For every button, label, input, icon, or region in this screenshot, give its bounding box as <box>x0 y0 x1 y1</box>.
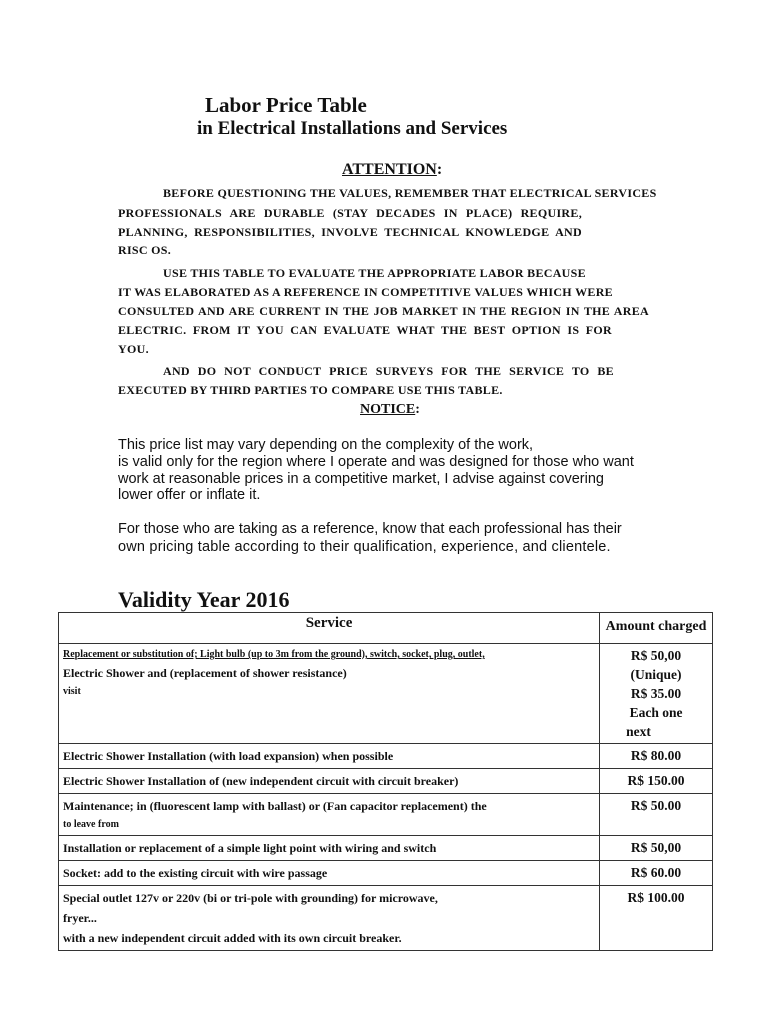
attention-item-3-line-2: EXECUTED BY THIRD PARTIES TO COMPARE USE THIS TABLE. <box>118 383 503 397</box>
table-row <box>59 861 713 886</box>
amount-cell: R$ 150.00 <box>600 769 713 794</box>
notice-paragraph-1-line-4: lower offer or inflate it. <box>118 487 261 503</box>
amount-text: R$ 35.00 <box>630 686 682 701</box>
service-text: visit <box>63 686 81 697</box>
amount-text: Each one <box>629 705 683 720</box>
table-row <box>59 644 713 744</box>
attention-item-2-line-5: YOU. <box>118 342 149 356</box>
service-cell: Electric Shower Installation of (new independent circuit with circuit breaker) <box>59 769 600 794</box>
amount-text: R$ 50,00 <box>630 648 682 663</box>
attention-item-2-line-2: IT WAS ELABORATED AS A REFERENCE IN COMPETITIVE VALUES WHICH WERE <box>118 285 613 299</box>
amount-cell: R$ 50.00 <box>600 794 713 836</box>
table-header-row <box>59 613 713 644</box>
attention-item-1-line-1: BEFORE QUESTIONING THE VALUES, REMEMBER THAT ELECTRICAL SERVICES <box>163 186 657 200</box>
notice-paragraph-2-line-1: For those who are taking as a reference, know that each professional has their <box>118 521 622 537</box>
table-row <box>59 836 713 861</box>
notice-paragraph-1-line-1: This price list may vary depending on the complexity of the work, <box>118 437 534 453</box>
attention-item-2-line-3: CONSULTED AND ARE CURRENT IN THE JOB MARKET IN THE REGION IN THE AREA <box>118 304 649 318</box>
amount-cell: R$ 60.00 <box>600 861 713 886</box>
amount-text: next <box>626 724 651 739</box>
notice-paragraph-2-line-2: own pricing table according to their qualification, experience, and clientele. <box>118 539 611 555</box>
attention-item-3-line-1: AND DO NOT CONDUCT PRICE SURVEYS FOR THE SERVICE TO BE <box>163 364 614 378</box>
service-text: Special outlet 127v or 220v (bi or tri-pole with grounding) for microwave, <box>63 891 438 905</box>
service-cell: Installation or replacement of a simple light point with wiring and switch <box>59 836 600 861</box>
service-cell <box>59 644 600 744</box>
amount-text: (Unique) <box>630 667 682 682</box>
service-cell <box>59 886 600 951</box>
table-row <box>59 794 713 836</box>
table-row <box>59 886 713 951</box>
attention-item-1-line-4: RISC OS. <box>118 243 172 257</box>
service-text: Electric Shower and (replacement of shower resistance) <box>63 666 347 680</box>
column-header-amount: Amount charged <box>600 613 713 644</box>
attention-heading: ATTENTION: <box>342 161 443 178</box>
column-header-service: Service <box>59 613 600 644</box>
price-table <box>58 612 713 951</box>
amount-cell: R$ 50,00 <box>600 836 713 861</box>
service-cell: Electric Shower Installation (with load expansion) when possible <box>59 744 600 769</box>
service-text: Replacement or substitution of; Light bulb (up to 3m from the ground), switch, socket, plug, outlet, <box>63 649 485 660</box>
service-text: with a new independent circuit added with its own circuit breaker. <box>63 931 402 945</box>
notice-paragraph-1-line-3: work at reasonable prices in a competitive market, I advise against covering <box>118 471 604 487</box>
validity-heading: Validity Year 2016 <box>118 587 290 612</box>
attention-item-2-line-1: USE THIS TABLE TO EVALUATE THE APPROPRIATE LABOR BECAUSE <box>163 266 586 280</box>
notice-heading: NOTICE: <box>360 402 420 417</box>
service-text: to leave from <box>63 819 119 830</box>
notice-paragraph-1-line-2: is valid only for the region where I operate and was designed for those who want <box>118 454 634 470</box>
service-cell: Socket: add to the existing circuit with wire passage <box>59 861 600 886</box>
amount-cell <box>600 644 713 744</box>
table-row <box>59 744 713 769</box>
amount-cell: R$ 100.00 <box>600 886 713 951</box>
page-subtitle: in Electrical Installations and Services <box>197 118 508 139</box>
amount-cell: R$ 80.00 <box>600 744 713 769</box>
service-text: Maintenance; in (fluorescent lamp with ballast) or (Fan capacitor replacement) the <box>63 799 487 813</box>
attention-item-2-line-4: ELECTRIC. FROM IT YOU CAN EVALUATE WHAT THE BEST OPTION IS FOR <box>118 323 612 337</box>
service-cell <box>59 794 600 836</box>
attention-item-1-line-2: PROFESSIONALS ARE DURABLE (STAY DECADES IN PLACE) REQUIRE, <box>118 206 582 220</box>
page-title: Labor Price Table <box>205 93 367 117</box>
table-row <box>59 769 713 794</box>
service-text: fryer... <box>63 911 97 925</box>
attention-item-1-line-3: PLANNING, RESPONSIBILITIES, INVOLVE TECHNICAL KNOWLEDGE AND <box>118 225 582 239</box>
